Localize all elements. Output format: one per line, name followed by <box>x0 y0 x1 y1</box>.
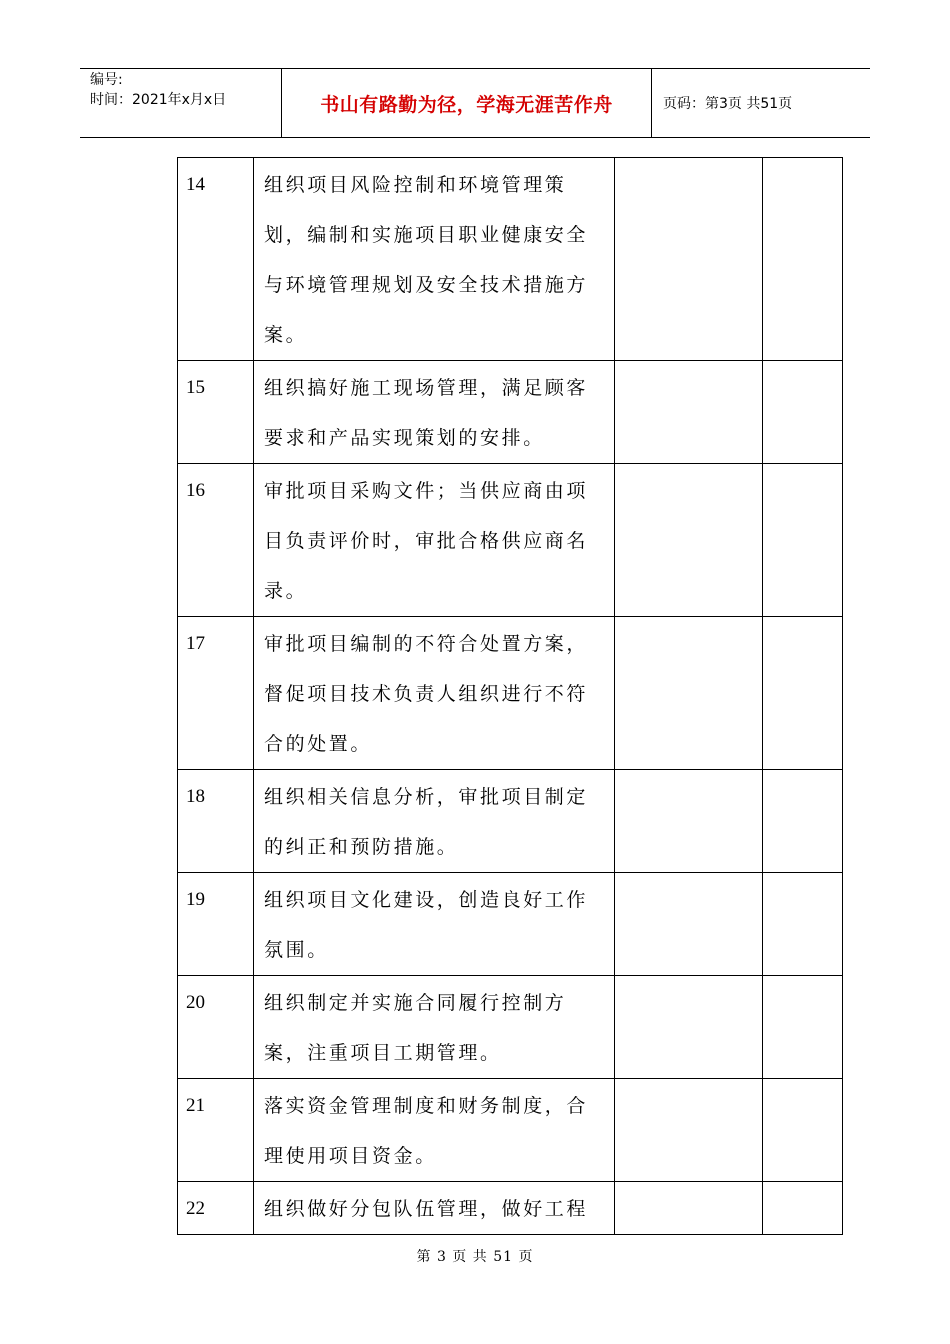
row-empty-cell <box>615 1182 763 1235</box>
duties-table <box>177 157 843 1235</box>
row-empty-cell <box>615 158 763 361</box>
row-number: 19 <box>178 873 254 976</box>
row-empty-cell <box>763 770 843 873</box>
header-page-info: 页码：第3页 共51页 <box>663 96 793 112</box>
row-duty-text: 组织做好分包队伍管理，做好工程 <box>254 1182 615 1235</box>
row-empty-cell <box>615 873 763 976</box>
row-number: 15 <box>178 361 254 464</box>
row-duty-text: 组织搞好施工现场管理，满足顾客要求和产品实现策划的安排。 <box>254 361 615 464</box>
row-empty-cell <box>763 617 843 770</box>
table-row <box>178 361 843 464</box>
header-motto: 书山有路勤为径，学海无涯苦作舟 <box>282 69 652 137</box>
table-row <box>178 617 843 770</box>
row-empty-cell <box>615 770 763 873</box>
table-row <box>178 770 843 873</box>
row-duty-text: 审批项目采购文件；当供应商由项目负责评价时，审批合格供应商名录。 <box>254 464 615 617</box>
document-number-label: 编号: <box>90 72 123 88</box>
page-header <box>80 68 870 138</box>
row-empty-cell <box>615 464 763 617</box>
table-row <box>178 1079 843 1182</box>
row-empty-cell <box>615 976 763 1079</box>
row-empty-cell <box>763 464 843 617</box>
row-duty-text: 组织制定并实施合同履行控制方案，注重项目工期管理。 <box>254 976 615 1079</box>
row-number: 21 <box>178 1079 254 1182</box>
row-duty-text: 审批项目编制的不符合处置方案，督促项目技术负责人组织进行不符合的处置。 <box>254 617 615 770</box>
document-time-label: 时间：2021年x月x日 <box>90 92 227 108</box>
row-number: 18 <box>178 770 254 873</box>
row-empty-cell <box>615 617 763 770</box>
row-number: 17 <box>178 617 254 770</box>
row-number: 20 <box>178 976 254 1079</box>
row-empty-cell <box>763 1079 843 1182</box>
table-row <box>178 158 843 361</box>
table-row <box>178 873 843 976</box>
row-empty-cell <box>763 158 843 361</box>
row-empty-cell <box>763 976 843 1079</box>
table-row <box>178 464 843 617</box>
row-duty-text: 落实资金管理制度和财务制度，合理使用项目资金。 <box>254 1079 615 1182</box>
row-empty-cell <box>763 361 843 464</box>
row-number: 22 <box>178 1182 254 1235</box>
row-duty-text: 组织相关信息分析，审批项目制定的纠正和预防措施。 <box>254 770 615 873</box>
row-number: 16 <box>178 464 254 617</box>
row-empty-cell <box>763 1182 843 1235</box>
row-empty-cell <box>615 361 763 464</box>
row-duty-text: 组织项目文化建设，创造良好工作氛围。 <box>254 873 615 976</box>
row-empty-cell <box>615 1079 763 1182</box>
header-left-cell <box>80 69 282 137</box>
row-empty-cell <box>763 873 843 976</box>
table-row <box>178 976 843 1079</box>
row-duty-text: 组织项目风险控制和环境管理策划，编制和实施项目职业健康安全与环境管理规划及安全技术措施方案。 <box>254 158 615 361</box>
page-footer: 第 3 页 共 51 页 <box>416 1249 534 1265</box>
table-row <box>178 1182 843 1235</box>
row-number: 14 <box>178 158 254 361</box>
